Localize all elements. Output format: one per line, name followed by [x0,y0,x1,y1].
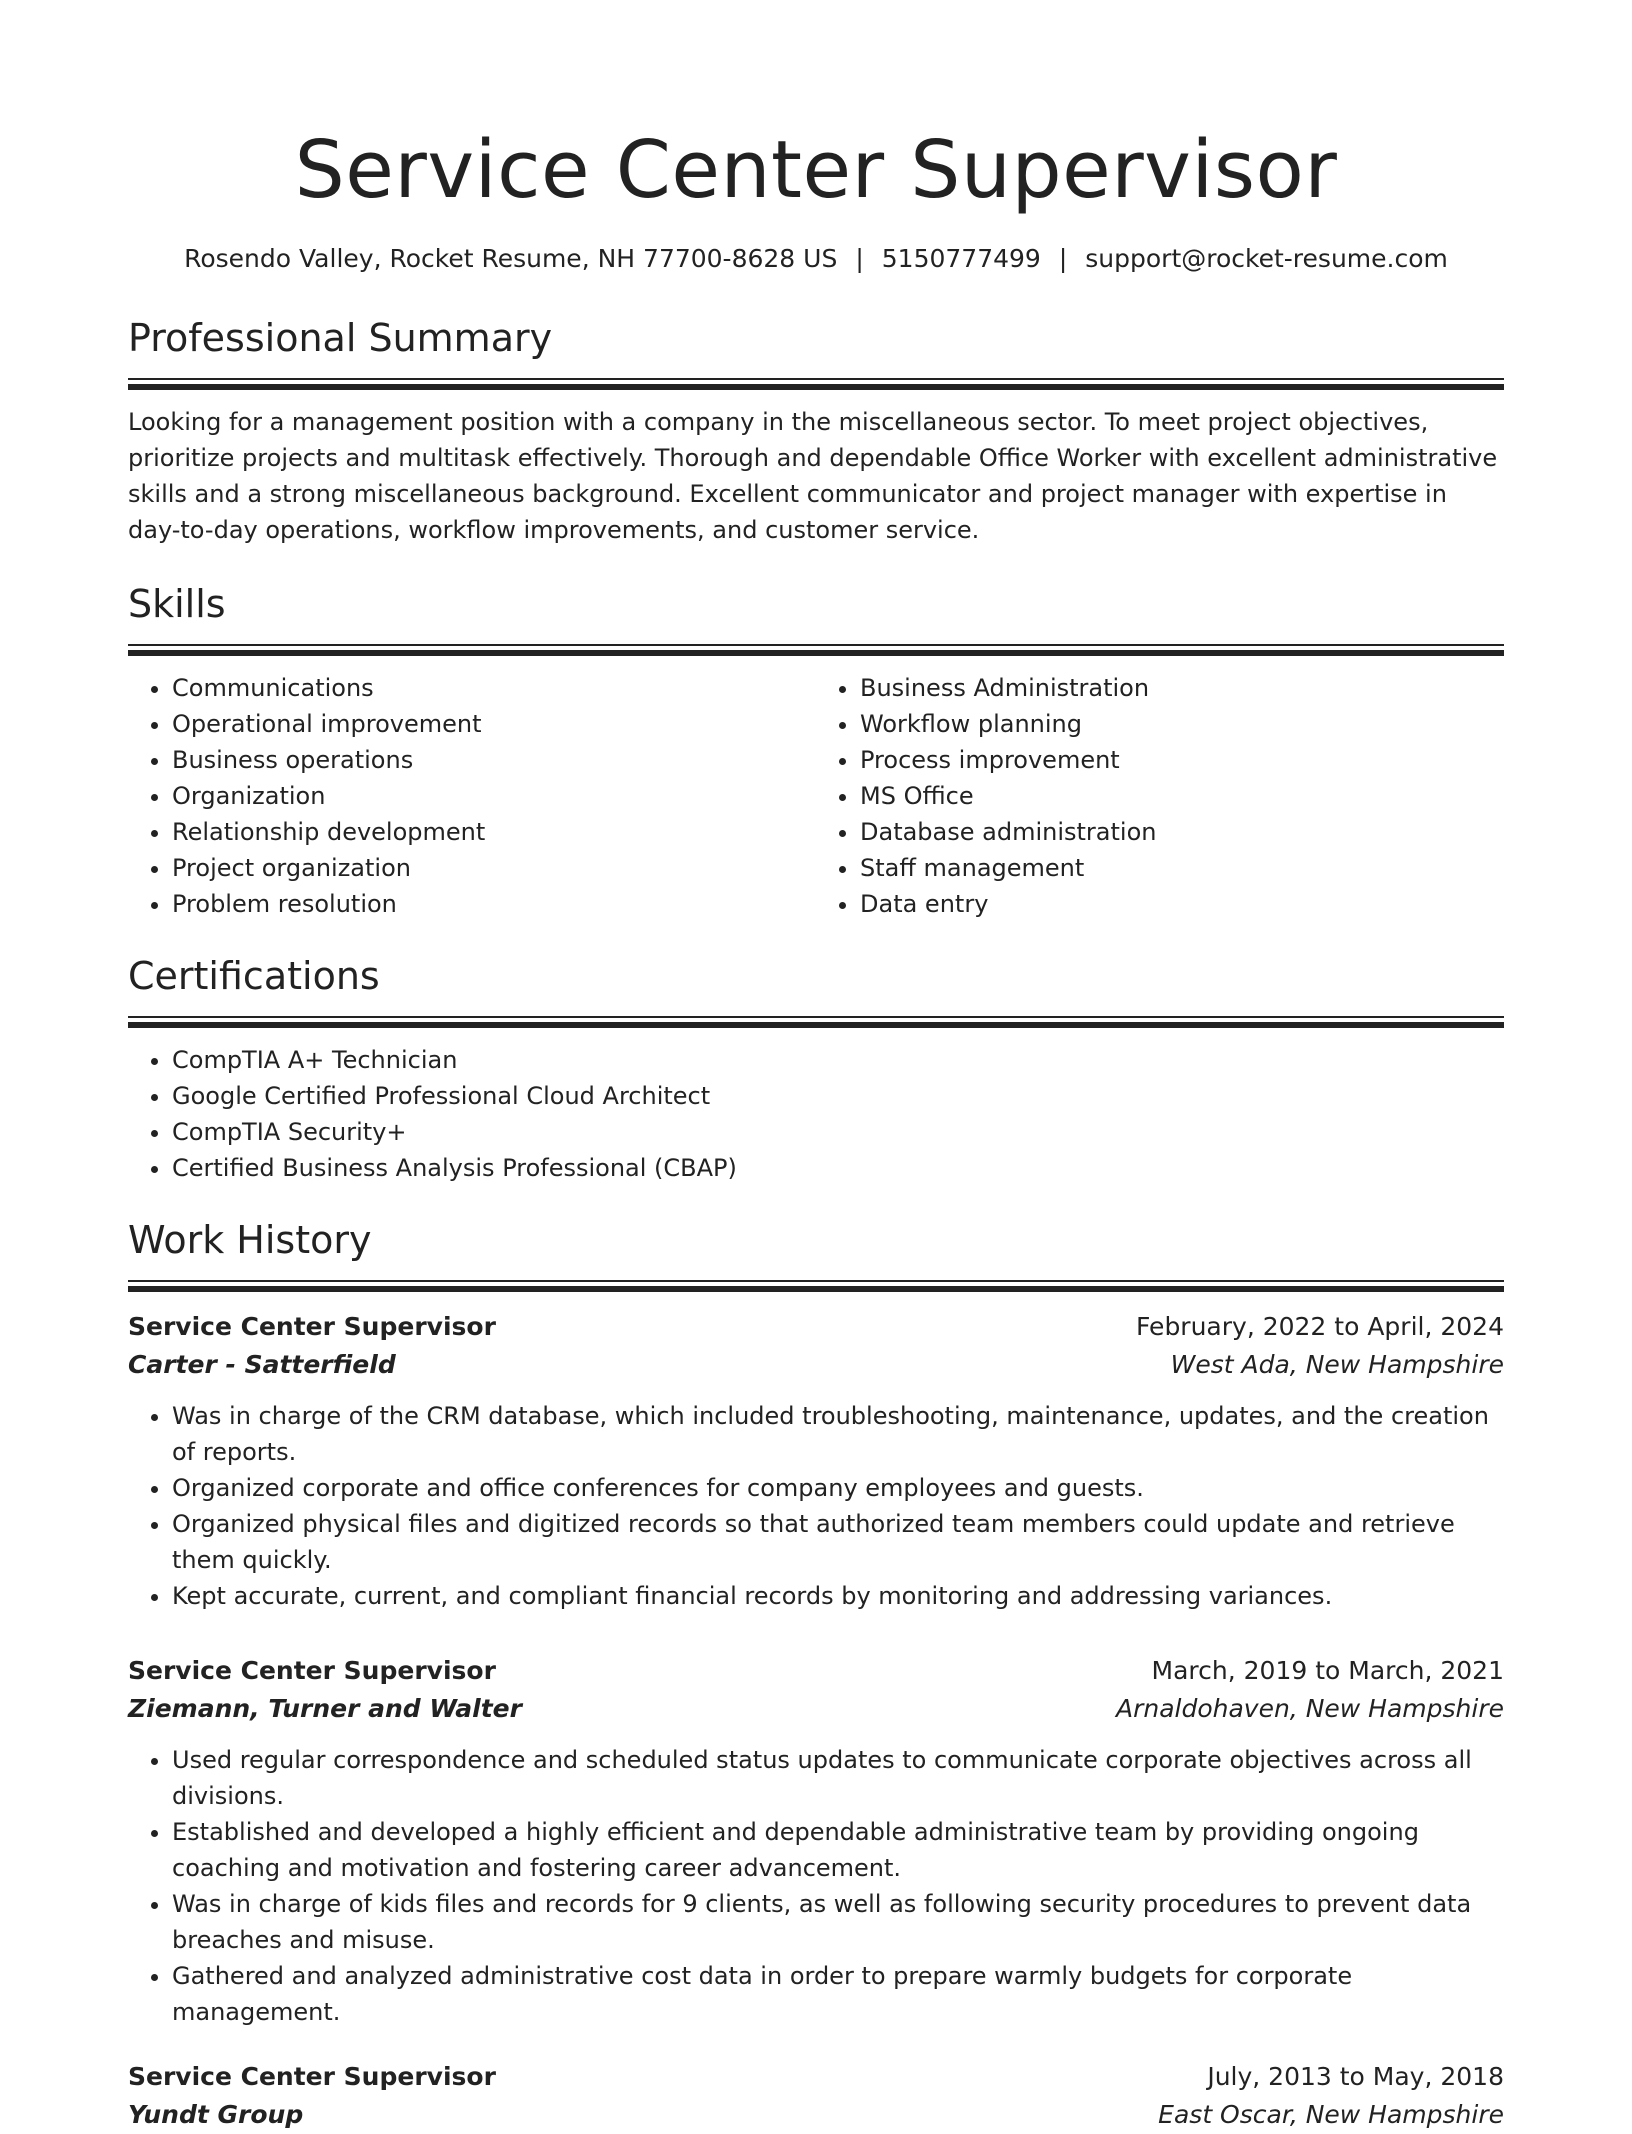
skill-item: • Organization [172,778,816,814]
job-location: East Oscar, New Hampshire [1158,2100,1504,2129]
certifications-list [128,1042,1504,1186]
skill-item: • Business Administration [860,670,1504,706]
job-dates: February, 2022 to April, 2024 [1136,1312,1504,1341]
contact-email: support@rocket-resume.com [1085,244,1448,273]
work-history-section [128,1216,1504,2134]
skill-item: • Project organization [172,850,816,886]
skill-item: • Business operations [172,742,816,778]
skill-item: • Data entry [860,886,1504,922]
job-bullet: • Gathered and analyzed administrative cost data in order to prepare warmly budgets for corporate management. [172,1958,1504,2030]
job-location: West Ada, New Hampshire [1170,1350,1504,1379]
job-entry [128,1652,1504,2030]
skill-item: • Database administration [860,814,1504,850]
skills-list-left [128,670,816,922]
job-title: Service Center Supervisor [128,1656,496,1685]
job-entry [128,2058,1504,2134]
job-bullets [128,1742,1504,2030]
contact-separator: | [1058,244,1068,273]
section-title-certifications: Certifications [128,954,380,998]
skills-grid [128,656,1504,922]
skill-item: • Workflow planning [860,706,1504,742]
job-bullet: • Established and developed a highly efficient and dependable administrative team by providing ongoing coaching and motivation and fostering career advancement. [172,1814,1504,1886]
job-dates: March, 2019 to March, 2021 [1151,1656,1504,1685]
job-bullet: • Used regular correspondence and scheduled status updates to communicate corporate objectives across all divisions. [172,1742,1504,1814]
skills-list-right [816,670,1504,922]
resume-name: Service Center Supervisor [294,124,1338,216]
job-bullet: • Was in charge of the CRM database, which included troubleshooting, maintenance, updates, and the creation of reports. [172,1398,1504,1470]
job-location: Arnaldohaven, New Hampshire [1115,1694,1504,1723]
job-company: Carter - Satterfield [128,1350,396,1379]
job-bullet: • Organized physical files and digitized records so that authorized team members could update and retrieve them quickly. [172,1506,1504,1578]
section-title-skills: Skills [128,582,226,626]
section-title-work-history: Work History [128,1218,372,1262]
skill-item: • Staff management [860,850,1504,886]
job-bullet: • Kept accurate, current, and compliant financial records by monitoring and addressing variances. [172,1578,1504,1614]
contact-separator: | [855,244,864,273]
contact-phone: 5150777499 [881,244,1041,273]
job-header-row [128,1652,1504,1690]
job-company-row [128,2096,1504,2134]
skills-section [128,580,1504,922]
job-bullet: • Was in charge of kids files and records for 9 clients, as well as following security procedures to prevent data breaches and misuse. [172,1886,1504,1958]
job-company: Ziemann, Turner and Walter [128,1694,522,1723]
summary-text: Looking for a management position with a company in the miscellaneous sector. To meet project objectives, prioritize projects and multitask effectively. Thorough and dependable Office Worker with excellent administrative skills and a strong miscellaneous background. Excellent communicator and project manager with expertise in day-to-day operations, workflow improvements, and customer service. [128,408,1498,544]
job-bullets [128,1398,1504,1614]
job-title: Service Center Supervisor [128,1312,496,1341]
section-title-summary: Professional Summary [128,316,553,360]
skill-item: • Process improvement [860,742,1504,778]
certification-item: • Certified Business Analysis Professional (CBAP) [172,1150,1504,1186]
skill-item: • Problem resolution [172,886,816,922]
certification-item: • Google Certified Professional Cloud Architect [172,1078,1504,1114]
job-bullet: • Organized corporate and office conferences for company employees and guests. [172,1470,1504,1506]
job-header-row [128,2058,1504,2096]
certification-item: • CompTIA Security+ [172,1114,1504,1150]
job-entry [128,1308,1504,1614]
skill-item: • Operational improvement [172,706,816,742]
job-company: Yundt Group [128,2100,304,2129]
certification-item: • CompTIA A+ Technician [172,1042,1504,1078]
job-company-row [128,1346,1504,1384]
contact-line [128,242,1504,276]
skill-item: • Communications [172,670,816,706]
job-title: Service Center Supervisor [128,2062,496,2091]
summary-section [128,314,1504,548]
certifications-section [128,952,1504,1186]
section-divider [128,1016,1504,1028]
section-divider [128,644,1504,656]
contact-address: Rosendo Valley, Rocket Resume, NH 77700-8628 US [184,244,838,273]
job-header-row [128,1308,1504,1346]
skill-item: • MS Office [860,778,1504,814]
job-company-row [128,1690,1504,1728]
section-divider [128,1280,1504,1292]
skill-item: • Relationship development [172,814,816,850]
job-dates: July, 2013 to May, 2018 [1207,2062,1504,2091]
section-divider [128,378,1504,390]
